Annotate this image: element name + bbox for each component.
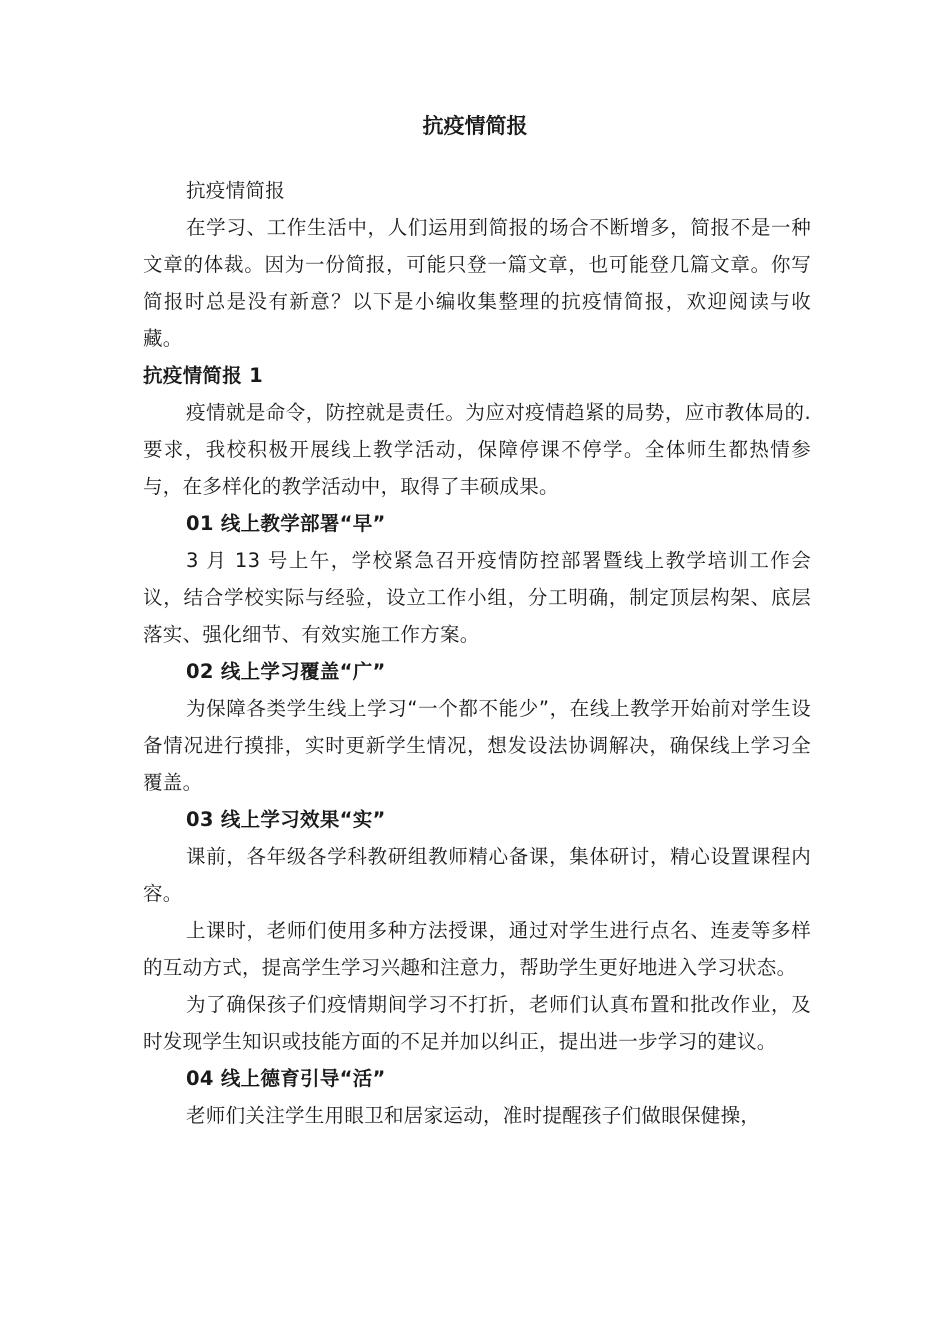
body-paragraph: 上课时，老师们使用多种方法授课，通过对学生进行点名、连麦等多样的互动方式，提高学生学习兴趣和注意力，帮助学生更好地进入学习状态。 <box>143 919 811 979</box>
subsection-heading: 02 线上学习覆盖“广” <box>186 660 386 683</box>
body-paragraph: 3 月 13 号上午，学校紧急召开疫情防控部署暨线上教学培训工作会议，结合学校实际与经验，设立工作小组，分工明确，制定顶层构架、底层落实、强化细节、有效实施工作方案。 <box>143 549 811 646</box>
subsection-heading: 01 线上教学部署“早” <box>186 512 386 535</box>
body-paragraph: 疫情就是命令，防控就是责任。为应对疫情趋紧的局势，应市教体局的.要求，我校积极开展线上教学活动，保障停课不停学。全体师生都热情参与，在多样化的教学活动中，取得了丰硕成果。 <box>143 401 811 498</box>
body-paragraph: 课前，各年级各学科教研组教师精心备课，集体研讨，精心设置课程内容。 <box>143 845 811 905</box>
intro-paragraph: 在学习、工作生活中，人们运用到简报的场合不断增多，简报不是一种文章的体裁。因为一份简报，可能只登一篇文章，也可能登几篇文章。你写简报时总是没有新意？以下是小编收集整理的抗疫情简报，欢迎阅读与收藏。 <box>143 216 811 350</box>
body-paragraph: 为保障各类学生线上学习“一个都不能少”，在线上教学开始前对学生设备情况进行摸排，实时更新学生情况，想发设法协调解决，确保线上学习全覆盖。 <box>143 697 811 794</box>
body-paragraph: 为了确保孩子们疫情期间学习不打折，老师们认真布置和批改作业，及时发现学生知识或技能方面的不足并加以纠正，提出进一步学习的建议。 <box>143 993 811 1053</box>
section-heading: 抗疫情简报 1 <box>143 364 263 387</box>
intro-label: 抗疫情简报 <box>186 179 286 202</box>
body-paragraph: 老师们关注学生用眼卫和居家运动，准时提醒孩子们做眼保健操， <box>186 1104 761 1127</box>
subsection-heading: 03 线上学习效果“实” <box>186 808 386 831</box>
subsection-heading: 04 线上德育引导“活” <box>186 1067 386 1090</box>
document-body <box>143 172 811 1134</box>
document-title: 抗疫情简报 <box>422 114 528 138</box>
